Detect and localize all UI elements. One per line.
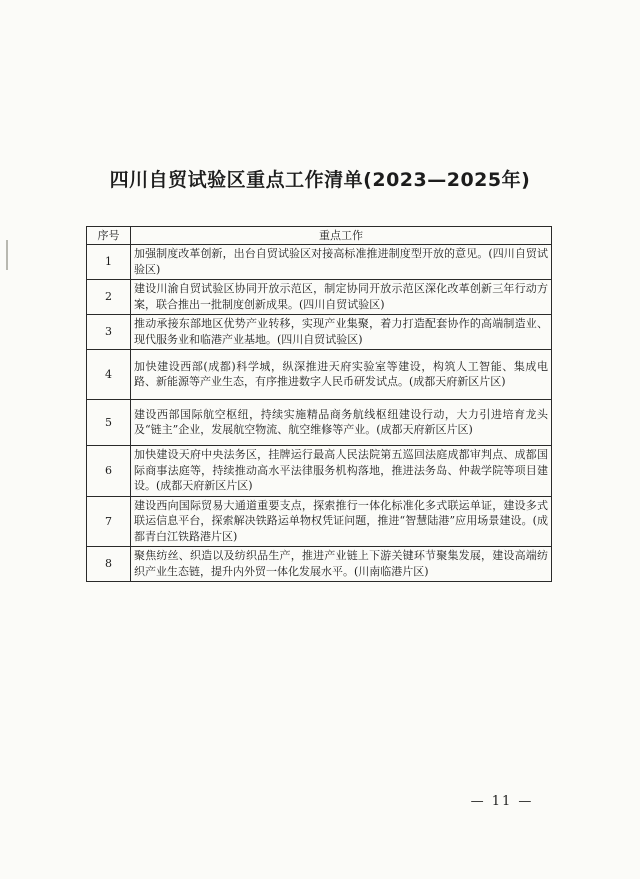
- table-row: [87, 400, 552, 446]
- page-number: — 11 —: [470, 794, 534, 809]
- row-number: 7: [87, 496, 131, 547]
- table-row: [87, 245, 552, 280]
- key-work-table: [86, 226, 552, 582]
- row-number: 6: [87, 446, 131, 497]
- row-work-text: 聚焦纺丝、织造以及纺织品生产，推进产业链上下游关键环节聚集发展，建设高端纺织产业生态链，提升内外贸一体化发展水平。(川南临港片区): [131, 547, 552, 582]
- row-number: 8: [87, 547, 131, 582]
- row-work-text: 加快建设西部(成都)科学城，纵深推进天府实验室等建设，构筑人工智能、集成电路、新能源等产业生态，有序推进数字人民币研发试点。(成都天府新区片区): [131, 350, 552, 400]
- row-number: 5: [87, 400, 131, 446]
- table-row: [87, 446, 552, 497]
- row-work-text: 加快建设天府中央法务区，挂牌运行最高人民法院第五巡回法庭成都审判点、成都国际商事法庭等，持续推动高水平法律服务机构落地，推进法务岛、仲裁学院等项目建设。(成都天府新区片区): [131, 446, 552, 497]
- row-work-text: 建设西向国际贸易大通道重要支点，探索推行一体化标准化多式联运单证，建设多式联运信息平台，探索解决铁路运单物权凭证问题，推进“智慧陆港”应用场景建设。(成都青白江铁路港片区): [131, 496, 552, 547]
- table-header-row: [87, 227, 552, 245]
- row-work-text: 加强制度改革创新，出台自贸试验区对接高标准推进制度型开放的意见。(四川自贸试验区): [131, 245, 552, 280]
- row-number: 4: [87, 350, 131, 400]
- table-row: [87, 280, 552, 315]
- header-serial-number: 序号: [87, 227, 131, 245]
- table-row: [87, 547, 552, 582]
- document-title: 四川自贸试验区重点工作清单(2023—2025年): [109, 169, 531, 191]
- header-key-work: 重点工作: [131, 227, 552, 245]
- table-row: [87, 315, 552, 350]
- row-number: 3: [87, 315, 131, 350]
- table-row: [87, 350, 552, 400]
- row-work-text: 推动承接东部地区优势产业转移，实现产业集聚，着力打造配套协作的高端制造业、现代服务业和临港产业基地。(四川自贸试验区): [131, 315, 552, 350]
- row-number: 2: [87, 280, 131, 315]
- row-work-text: 建设西部国际航空枢纽，持续实施精品商务航线枢纽建设行动，大力引进培育龙头及“链主”企业，发展航空物流、航空维修等产业。(成都天府新区片区): [131, 400, 552, 446]
- table-row: [87, 496, 552, 547]
- scan-margin-mark: [6, 240, 8, 270]
- row-work-text: 建设川渝自贸试验区协同开放示范区，制定协同开放示范区深化改革创新三年行动方案，联合推出一批制度创新成果。(四川自贸试验区): [131, 280, 552, 315]
- row-number: 1: [87, 245, 131, 280]
